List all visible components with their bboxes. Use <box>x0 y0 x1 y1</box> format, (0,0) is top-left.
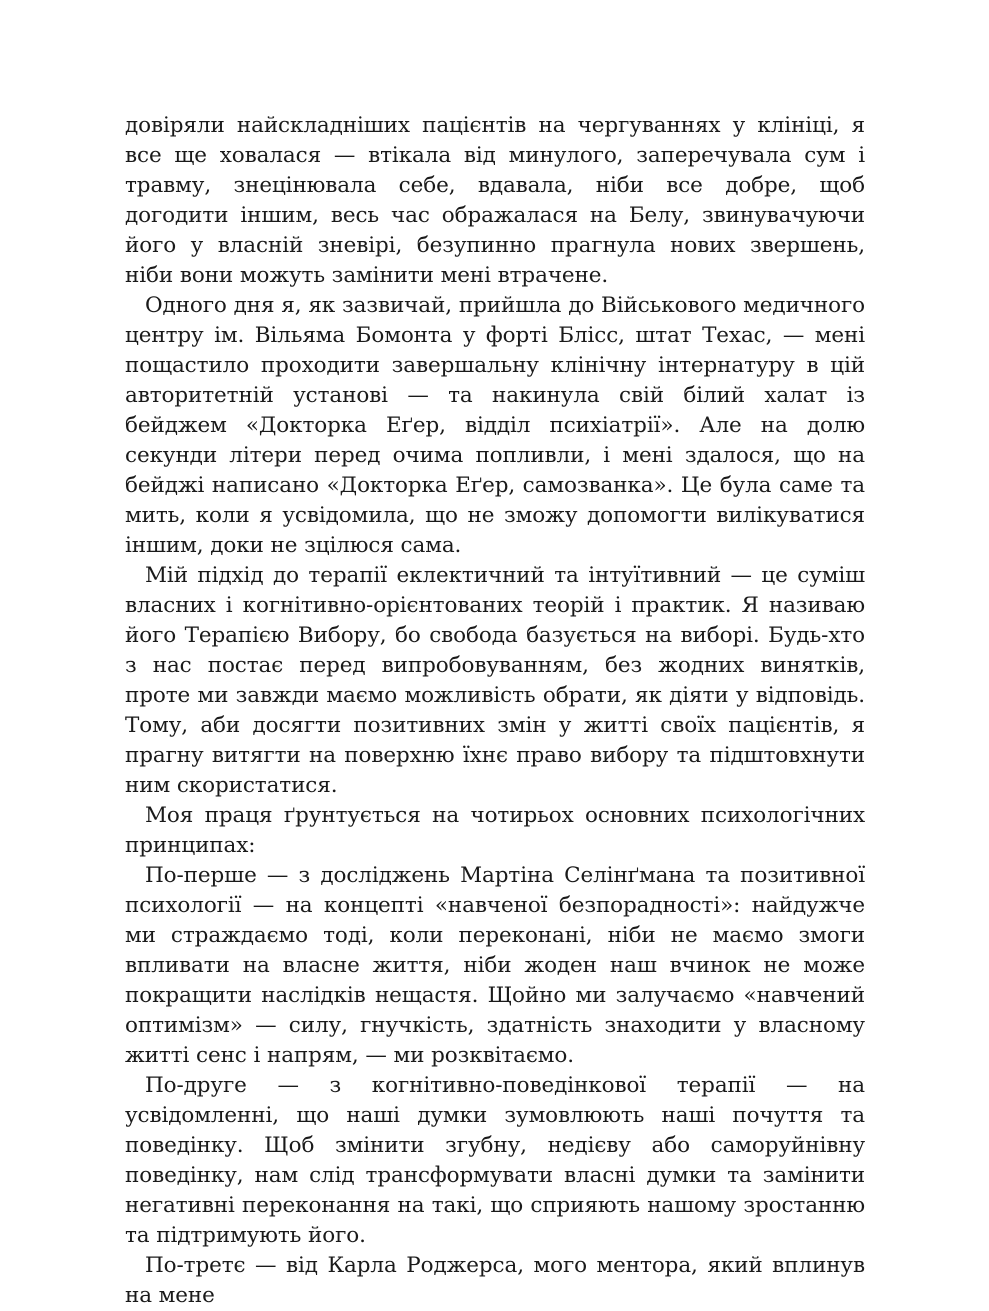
page-body <box>125 111 865 1311</box>
paragraph-7: По-третє — від Карла Роджерса, мого ментора, який вплинув на мене <box>125 1253 865 1308</box>
paragraph-2: Одного дня я, як зазвичай, прийшла до Військового медичного центру ім. Вільяма Бомонта у форті Блісс, штат Техас, — мені пощастило проходити завершальну клінічну інтернатуру в цій авторитетній установі — та накинула свій білий халат із бейджем «Докторка Еґер, відділ психіатрії». Але на долю секунди літери перед очима попливли, і мені здалося, що на бейджі написано «Докторка Еґер, самозванка». Це була саме та мить, коли я усвідомила, що не зможу допомогти вилікуватися іншим, доки не зцілюся сама. <box>125 293 865 558</box>
paragraph-1: довіряли найскладніших пацієнтів на чергуваннях у клініці, я все ще ховалася — втікала від минулого, заперечувала сум і травму, знецінювала себе, вдавала, ніби все добре, щоб догодити іншим, весь час ображалася на Белу, звинувачуючи його у власній зневірі, безупинно прагнула нових звершень, ніби вони можуть замінити мені втрачене. <box>125 113 865 288</box>
paragraph-3: Мій підхід до терапії еклектичний та інтуїтивний — це суміш власних і когнітивно-орієнтованих теорій і практик. Я називаю його Терапією Вибору, бо свобода базується на виборі. Будь-хто з нас постає перед випробовуванням, без жодних винятків, проте ми завжди маємо можливість обрати, як діяти у відповідь. Тому, аби досягти позитивних змін у житті своїх пацієнтів, я прагну витягти на поверхню їхнє право вибору та підштовхнути ним скористатися. <box>125 563 865 798</box>
paragraph-4: Моя праця ґрунтується на чотирьох основних психологічних принципах: <box>125 803 865 858</box>
paragraph-6: По-друге — з когнітивно-поведінкової терапії — на усвідомленні, що наші думки зумовлюють наші почуття та поведінку. Щоб змінити згубну, недієву або саморуйнівну поведінку, нам слід трансформувати власні думки та замінити негативні переконання на такі, що сприяють нашому зростанню та підтримують його. <box>125 1073 865 1248</box>
paragraph-5: По-перше — з досліджень Мартіна Селінґмана та позитивної психології — на концепті «навченої безпорадності»: найдужче ми страждаємо тоді, коли переконані, ніби не маємо змоги впливати на власне життя, ніби жоден наш вчинок не може покращити наслідків нещастя. Щойно ми залучаємо «навчений оптимізм» — силу, гнучкість, здатність знаходити у власному житті сенс і напрям, — ми розквітаємо. <box>125 863 865 1068</box>
